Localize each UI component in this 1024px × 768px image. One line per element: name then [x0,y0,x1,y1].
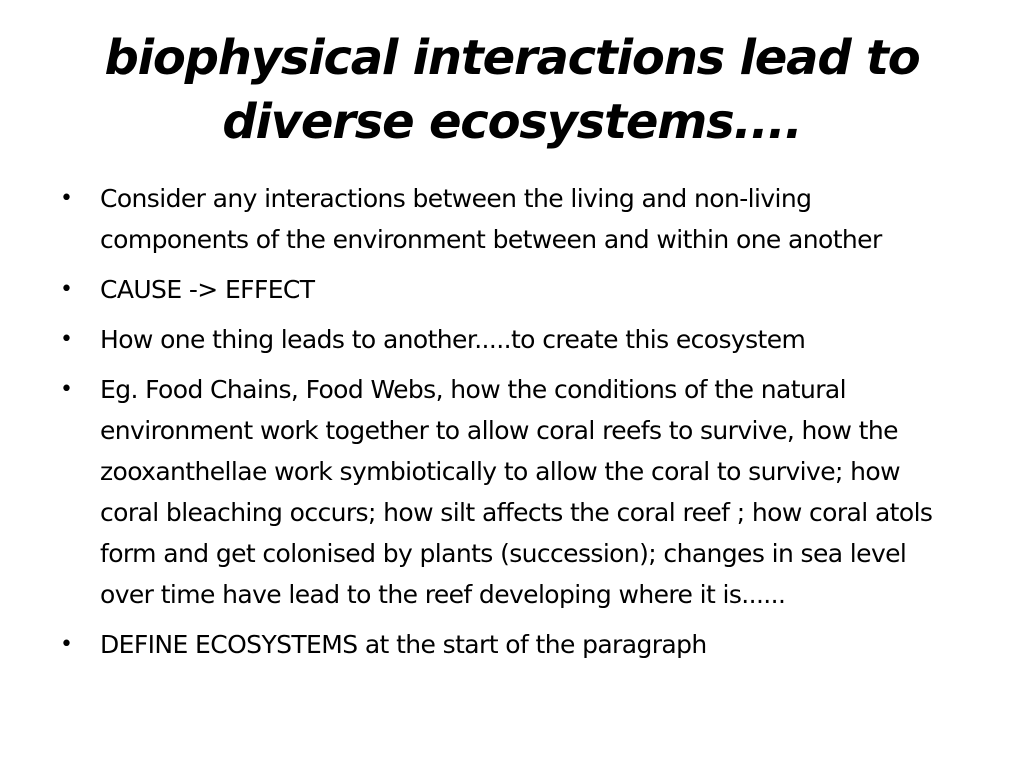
bullet-text: How one thing leads to another.....to create this ecosystem [100,325,806,354]
bullet-icon: • [60,632,73,657]
bullet-item [58,178,958,260]
bullet-list [58,178,958,674]
bullet-text: Consider any interactions between the living and non-living components of the environment between and within one another [100,184,882,254]
bullet-icon: • [60,377,73,402]
bullet-icon: • [60,186,73,211]
bullet-item [58,369,958,615]
bullet-icon: • [60,277,73,302]
bullet-item [58,624,958,665]
bullet-text: DEFINE ECOSYSTEMS at the start of the paragraph [100,630,707,659]
slide-title: biophysical interactions lead to diverse ecosystems.... [104,30,920,150]
bullet-text: CAUSE -> EFFECT [100,275,315,304]
bullet-icon: • [60,327,73,352]
bullet-item [58,269,958,310]
bullet-text: Eg. Food Chains, Food Webs, how the conditions of the natural environment work together to allow coral reefs to survive, how the zooxanthellae work symbiotically to allow the coral to survive; how coral bleaching occurs; how silt affects the coral reef ; how coral atols form and get colonised by plants (succession); changes in sea level over time have lead to the reef developing where it is...... [100,375,933,609]
bullet-item [58,319,958,360]
